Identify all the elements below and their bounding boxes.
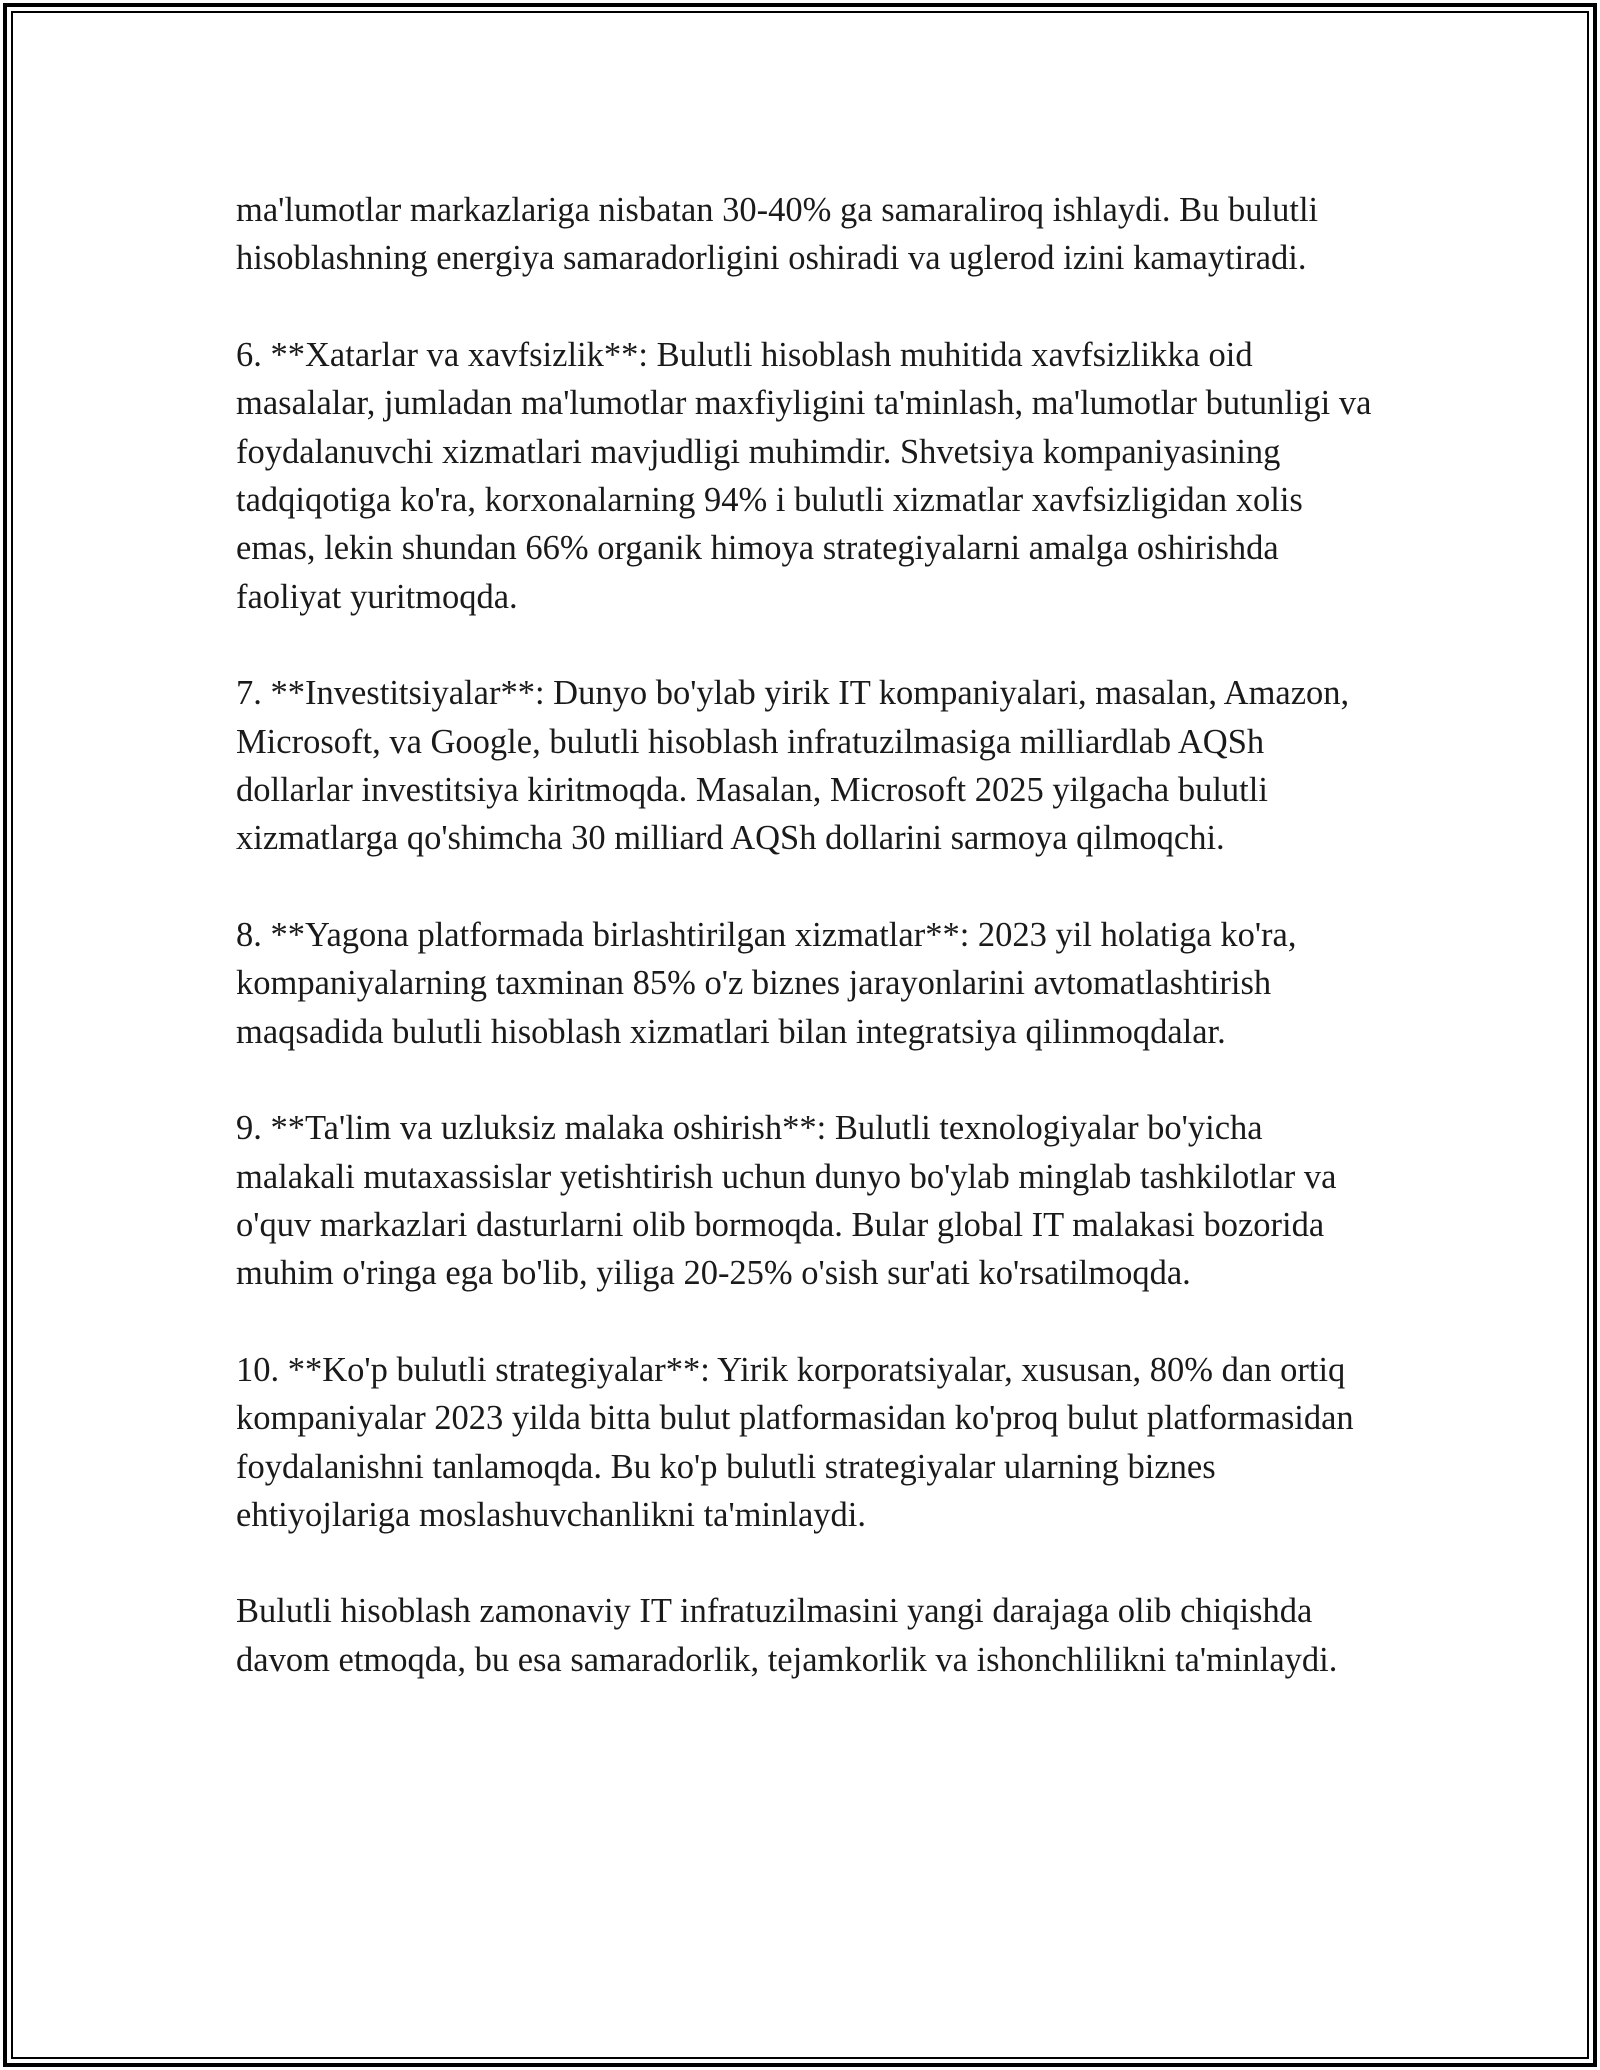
paragraph-investments: 7. **Investitsiyalar**: Dunyo bo'ylab yirik IT kompaniyalari, masalan, Amazon, Microsoft, va Google, bulutli hisoblash infratuzilmasiga milliardlab AQSh dollarlar investitsiya kiritmoqda. Masalan, Microsoft 2025 yilgacha bulutli xizmatlarga qo'shimcha 30 milliard AQSh dollarini sarmoya qilmoqchi.: [236, 674, 1350, 858]
paragraph-risks-security: 6. **Xatarlar va xavfsizlik**: Bulutli hisoblash muhitida xavfsizlikka oid masalalar, jumladan ma'lumotlar maxfiyligini ta'minlash, ma'lumotlar butunligi va foydalanuvchi xizmatlari mavjudligi muhimdir. Shvetsiya kompaniyasining tadqiqotiga ko'ra, korxonalarning 94% i bulutli xizmatlar xavfsizligidan xolis emas, lekin shundan 66% organik himoya strategiyalarni amalga oshirishda faoliyat yuritmoqda.: [236, 335, 1372, 616]
paragraph-conclusion: Bulutli hisoblash zamonaviy IT infratuzilmasini yangi darajaga olib chiqishda davom etmoqda, bu esa samaradorlik, tejamkorlik va ishonchlilikni ta'minlaydi.: [236, 1592, 1338, 1679]
document-body: [236, 186, 1376, 1732]
paragraph-multi-cloud: 10. **Ko'p bulutli strategiyalar**: Yirik korporatsiyalar, xususan, 80% dan ortiq kompaniyalar 2023 yilda bitta bulut platformasidan ko'proq bulut platformasidan foydalanishni tanlamoqda. Bu ko'p bulutli strategiyalar ularning biznes ehtiyojlariga moslashuvchanlikni ta'minlaydi.: [236, 1350, 1354, 1534]
paragraph-education: 9. **Ta'lim va uzluksiz malaka oshirish**: Bulutli texnologiyalar bo'yicha malakali mutaxassislar yetishtirish uchun dunyo bo'ylab minglab tashkilotlar va o'quv markazlari dasturlarni olib bormoqda. Bular global IT malakasi bozorida muhim o'ringa ega bo'lib, yiliga 20-25% o'sish sur'ati ko'rsatilmoqda.: [236, 1109, 1337, 1293]
paragraph-energy-efficiency: ma'lumotlar markazlariga nisbatan 30-40% ga samaraliroq ishlaydi. Bu bulutli hisoblashning energiya samaradorligini oshiradi va uglerod izini kamaytiradi.: [236, 191, 1319, 278]
paragraph-unified-platform: 8. **Yagona platformada birlashtirilgan xizmatlar**: 2023 yil holatiga ko'ra, kompaniyalarning taxminan 85% o'z biznes jarayonlarini avtomatlashtirish maqsadida bulutli hisoblash xizmatlari bilan integratsiya qilinmoqdalar.: [236, 915, 1297, 1051]
